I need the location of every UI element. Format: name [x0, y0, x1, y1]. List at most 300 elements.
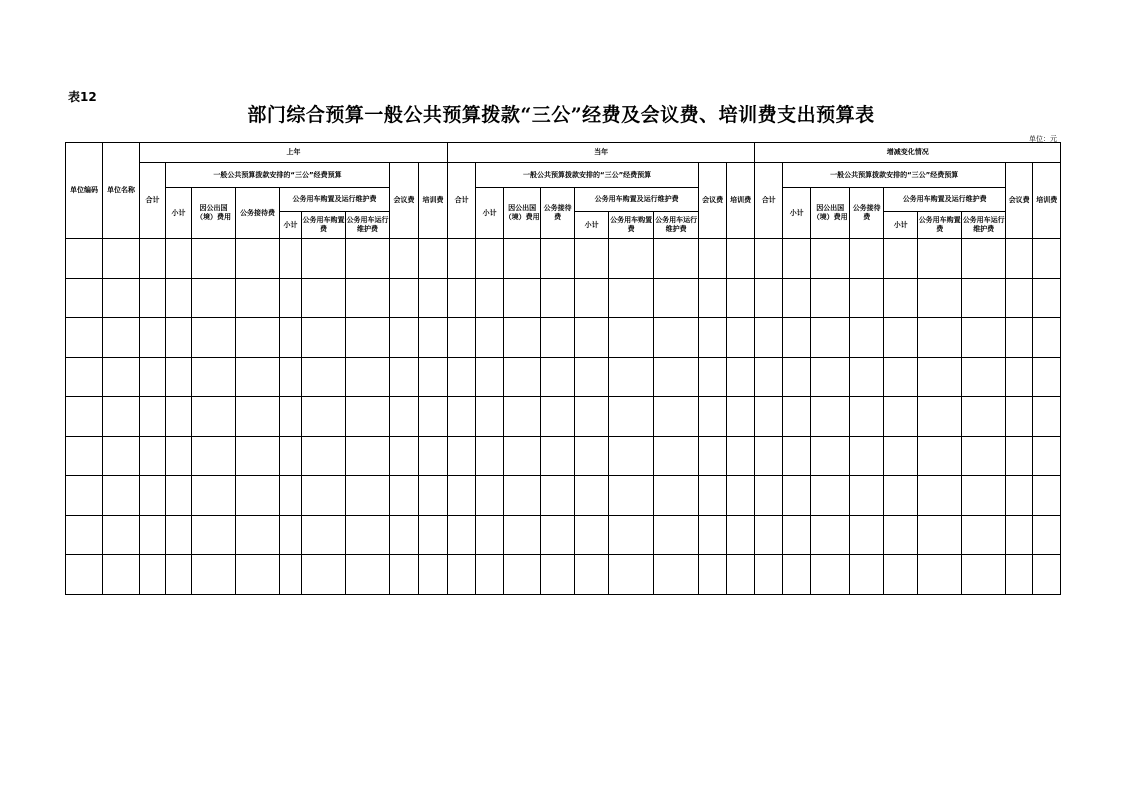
table-cell[interactable]	[236, 476, 280, 516]
table-cell[interactable]	[962, 476, 1006, 516]
table-cell[interactable]	[918, 476, 962, 516]
table-cell[interactable]	[575, 515, 609, 555]
header-meeting: 会议费	[1006, 163, 1033, 239]
table-cell[interactable]	[140, 278, 166, 318]
table-cell[interactable]	[192, 397, 236, 437]
table-row	[66, 397, 1061, 437]
table-cell[interactable]	[541, 318, 575, 358]
table-cell[interactable]	[192, 476, 236, 516]
table-cell[interactable]	[609, 515, 654, 555]
header-meeting: 会议费	[390, 163, 419, 239]
table-cell[interactable]	[166, 357, 192, 397]
table-cell[interactable]	[390, 436, 419, 476]
table-cell[interactable]	[166, 555, 192, 595]
table-cell[interactable]	[918, 555, 962, 595]
table-cell[interactable]	[1006, 357, 1033, 397]
table-cell[interactable]	[884, 397, 918, 437]
table-cell[interactable]	[727, 515, 755, 555]
table-cell[interactable]	[504, 476, 541, 516]
table-cell[interactable]	[504, 555, 541, 595]
table-cell[interactable]	[609, 239, 654, 279]
table-cell[interactable]	[783, 515, 811, 555]
table-cell[interactable]	[884, 318, 918, 358]
table-cell[interactable]	[140, 397, 166, 437]
table-cell[interactable]	[419, 515, 448, 555]
table-cell[interactable]	[1033, 278, 1061, 318]
table-cell[interactable]	[140, 239, 166, 279]
header-abroad: 因公出国（境）费用	[811, 188, 850, 239]
table-cell[interactable]	[727, 278, 755, 318]
header-vehicle-purchase: 公务用车购置费	[302, 212, 346, 239]
table-cell[interactable]	[541, 476, 575, 516]
table-cell[interactable]	[727, 357, 755, 397]
table-cell[interactable]	[654, 278, 699, 318]
table-cell[interactable]	[103, 318, 140, 358]
table-cell[interactable]	[962, 318, 1006, 358]
table-cell[interactable]	[476, 555, 504, 595]
table-cell[interactable]	[103, 436, 140, 476]
header-training: 培训费	[1033, 163, 1061, 239]
header-unit-name: 单位名称	[103, 143, 140, 239]
table-cell[interactable]	[476, 357, 504, 397]
table-cell[interactable]	[755, 397, 783, 437]
table-cell[interactable]	[783, 278, 811, 318]
table-cell[interactable]	[448, 515, 476, 555]
table-cell[interactable]	[192, 239, 236, 279]
table-cell[interactable]	[654, 239, 699, 279]
table-cell[interactable]	[654, 318, 699, 358]
table-cell[interactable]	[609, 318, 654, 358]
table-row	[66, 357, 1061, 397]
table-cell[interactable]	[609, 357, 654, 397]
table-cell[interactable]	[302, 357, 346, 397]
table-cell[interactable]	[918, 318, 962, 358]
table-cell[interactable]	[66, 318, 103, 358]
table-cell[interactable]	[280, 476, 302, 516]
table-cell[interactable]	[962, 239, 1006, 279]
table-cell[interactable]	[755, 239, 783, 279]
table-cell[interactable]	[390, 357, 419, 397]
table-cell[interactable]	[236, 278, 280, 318]
header-total: 合计	[755, 163, 783, 239]
table-cell[interactable]	[727, 436, 755, 476]
header-subtotal: 小计	[280, 212, 302, 239]
table-row	[66, 436, 1061, 476]
table-cell[interactable]	[699, 357, 727, 397]
table-cell[interactable]	[302, 318, 346, 358]
table-cell[interactable]	[699, 436, 727, 476]
header-sangong: 一般公共预算拨款安排的“三公”经费预算	[476, 163, 699, 188]
table-cell[interactable]	[166, 239, 192, 279]
budget-table	[65, 142, 1061, 595]
table-cell[interactable]	[302, 476, 346, 516]
table-cell[interactable]	[66, 357, 103, 397]
table-cell[interactable]	[419, 397, 448, 437]
table-cell[interactable]	[654, 436, 699, 476]
table-cell[interactable]	[103, 397, 140, 437]
table-cell[interactable]	[302, 515, 346, 555]
table-cell[interactable]	[346, 397, 390, 437]
table-cell[interactable]	[476, 239, 504, 279]
table-cell[interactable]	[783, 239, 811, 279]
table-cell[interactable]	[66, 397, 103, 437]
table-cell[interactable]	[1033, 555, 1061, 595]
table-cell[interactable]	[541, 278, 575, 318]
table-cell[interactable]	[140, 476, 166, 516]
table-cell[interactable]	[1033, 515, 1061, 555]
table-cell[interactable]	[192, 278, 236, 318]
table-cell[interactable]	[280, 397, 302, 437]
table-cell[interactable]	[390, 476, 419, 516]
table-cell[interactable]	[280, 318, 302, 358]
table-cell[interactable]	[884, 436, 918, 476]
table-cell[interactable]	[66, 239, 103, 279]
header-meeting: 会议费	[699, 163, 727, 239]
table-cell[interactable]	[609, 397, 654, 437]
table-cell[interactable]	[504, 278, 541, 318]
table-cell[interactable]	[727, 397, 755, 437]
table-cell[interactable]	[783, 357, 811, 397]
table-cell[interactable]	[811, 357, 850, 397]
table-cell[interactable]	[504, 239, 541, 279]
table-cell[interactable]	[811, 397, 850, 437]
table-cell[interactable]	[476, 515, 504, 555]
table-cell[interactable]	[654, 357, 699, 397]
table-cell[interactable]	[699, 476, 727, 516]
table-cell[interactable]	[783, 476, 811, 516]
table-cell[interactable]	[140, 318, 166, 358]
table-cell[interactable]	[727, 318, 755, 358]
table-cell[interactable]	[811, 436, 850, 476]
table-cell[interactable]	[1006, 555, 1033, 595]
table-cell[interactable]	[1033, 357, 1061, 397]
header-sangong: 一般公共预算拨款安排的“三公”经费预算	[783, 163, 1006, 188]
table-cell[interactable]	[811, 555, 850, 595]
table-cell[interactable]	[448, 239, 476, 279]
table-cell[interactable]	[575, 278, 609, 318]
table-cell[interactable]	[850, 278, 884, 318]
table-cell[interactable]	[1006, 515, 1033, 555]
table-cell[interactable]	[727, 239, 755, 279]
table-cell[interactable]	[346, 278, 390, 318]
header-reception: 公务接待费	[850, 188, 884, 239]
table-cell[interactable]	[280, 515, 302, 555]
header-vehicle-operation: 公务用车运行维护费	[346, 212, 390, 239]
table-body	[66, 239, 1061, 595]
table-cell[interactable]	[884, 515, 918, 555]
header-training: 培训费	[727, 163, 755, 239]
header-group-current-year: 当年	[448, 143, 755, 163]
header-vehicle-operation: 公务用车运行维护费	[654, 212, 699, 239]
table-cell[interactable]	[575, 318, 609, 358]
table-cell[interactable]	[504, 318, 541, 358]
table-cell[interactable]	[755, 476, 783, 516]
table-cell[interactable]	[962, 357, 1006, 397]
table-cell[interactable]	[575, 397, 609, 437]
table-cell[interactable]	[1033, 436, 1061, 476]
table-cell[interactable]	[236, 397, 280, 437]
table-cell[interactable]	[66, 555, 103, 595]
table-cell[interactable]	[1033, 397, 1061, 437]
table-cell[interactable]	[699, 278, 727, 318]
table-cell[interactable]	[66, 515, 103, 555]
table-cell[interactable]	[166, 436, 192, 476]
page-title: 部门综合预算一般公共预算拨款“三公”经费及会议费、培训费支出预算表	[247, 104, 875, 126]
header-vehicle: 公务用车购置及运行维护费	[575, 188, 699, 212]
table-cell[interactable]	[448, 555, 476, 595]
table-cell[interactable]	[755, 318, 783, 358]
table-cell[interactable]	[302, 397, 346, 437]
table-cell[interactable]	[419, 436, 448, 476]
table-cell[interactable]	[884, 278, 918, 318]
table-cell[interactable]	[346, 239, 390, 279]
table-cell[interactable]	[850, 318, 884, 358]
table-cell[interactable]	[727, 555, 755, 595]
table-cell[interactable]	[448, 436, 476, 476]
table-cell[interactable]	[346, 318, 390, 358]
table-cell[interactable]	[166, 515, 192, 555]
table-cell[interactable]	[66, 278, 103, 318]
header-reception: 公务接待费	[541, 188, 575, 239]
table-cell[interactable]	[140, 555, 166, 595]
table-cell[interactable]	[280, 239, 302, 279]
table-cell[interactable]	[448, 476, 476, 516]
table-cell[interactable]	[1006, 318, 1033, 358]
table-cell[interactable]	[575, 357, 609, 397]
table-cell[interactable]	[140, 515, 166, 555]
table-cell[interactable]	[541, 397, 575, 437]
table-cell[interactable]	[850, 357, 884, 397]
table-number: 表12	[68, 90, 97, 104]
header-group-last-year: 上年	[140, 143, 448, 163]
table-cell[interactable]	[504, 515, 541, 555]
table-cell[interactable]	[699, 515, 727, 555]
table-cell[interactable]	[302, 239, 346, 279]
table-cell[interactable]	[699, 239, 727, 279]
header-vehicle-purchase: 公务用车购置费	[918, 212, 962, 239]
table-cell[interactable]	[575, 436, 609, 476]
table-cell[interactable]	[609, 555, 654, 595]
table-cell[interactable]	[280, 278, 302, 318]
table-cell[interactable]	[918, 278, 962, 318]
table-cell[interactable]	[504, 357, 541, 397]
table-cell[interactable]	[575, 476, 609, 516]
table-cell[interactable]	[192, 515, 236, 555]
table-cell[interactable]	[419, 357, 448, 397]
table-cell[interactable]	[346, 515, 390, 555]
table-cell[interactable]	[302, 436, 346, 476]
table-cell[interactable]	[476, 436, 504, 476]
table-cell[interactable]	[575, 239, 609, 279]
table-cell[interactable]	[346, 555, 390, 595]
table-cell[interactable]	[346, 476, 390, 516]
table-cell[interactable]	[166, 476, 192, 516]
table-cell[interactable]	[448, 397, 476, 437]
table-cell[interactable]	[1006, 476, 1033, 516]
table-cell[interactable]	[476, 278, 504, 318]
table-cell[interactable]	[609, 436, 654, 476]
table-cell[interactable]	[541, 555, 575, 595]
table-cell[interactable]	[918, 397, 962, 437]
table-cell[interactable]	[918, 515, 962, 555]
table-cell[interactable]	[541, 515, 575, 555]
table-cell[interactable]	[166, 397, 192, 437]
table-cell[interactable]	[918, 357, 962, 397]
header-total: 合计	[140, 163, 166, 239]
table-cell[interactable]	[346, 436, 390, 476]
header-group-change: 增减变化情况	[755, 143, 1061, 163]
table-cell[interactable]	[755, 515, 783, 555]
table-cell[interactable]	[850, 436, 884, 476]
table-cell[interactable]	[755, 278, 783, 318]
table-cell[interactable]	[280, 555, 302, 595]
table-cell[interactable]	[419, 318, 448, 358]
table-cell[interactable]	[236, 436, 280, 476]
header-abroad: 因公出国（境）费用	[504, 188, 541, 239]
table-cell[interactable]	[850, 555, 884, 595]
table-cell[interactable]	[884, 555, 918, 595]
table-cell[interactable]	[1033, 318, 1061, 358]
table-cell[interactable]	[390, 555, 419, 595]
table-cell[interactable]	[1006, 397, 1033, 437]
table-cell[interactable]	[448, 278, 476, 318]
table-cell[interactable]	[504, 436, 541, 476]
table-cell[interactable]	[962, 278, 1006, 318]
table-cell[interactable]	[419, 239, 448, 279]
table-cell[interactable]	[103, 515, 140, 555]
table-cell[interactable]	[783, 397, 811, 437]
table-cell[interactable]	[811, 476, 850, 516]
table-cell[interactable]	[448, 357, 476, 397]
table-cell[interactable]	[962, 555, 1006, 595]
table-cell[interactable]	[504, 397, 541, 437]
table-cell[interactable]	[390, 397, 419, 437]
table-cell[interactable]	[654, 555, 699, 595]
header-training: 培训费	[419, 163, 448, 239]
table-cell[interactable]	[166, 318, 192, 358]
table-cell[interactable]	[654, 515, 699, 555]
table-cell[interactable]	[236, 239, 280, 279]
table-cell[interactable]	[541, 436, 575, 476]
table-cell[interactable]	[918, 239, 962, 279]
table-cell[interactable]	[419, 476, 448, 516]
table-cell[interactable]	[918, 436, 962, 476]
table-row	[66, 239, 1061, 279]
table-cell[interactable]	[476, 476, 504, 516]
header-vehicle-operation: 公务用车运行维护费	[962, 212, 1006, 239]
table-cell[interactable]	[140, 436, 166, 476]
table-cell[interactable]	[419, 555, 448, 595]
table-cell[interactable]	[390, 239, 419, 279]
table-cell[interactable]	[884, 239, 918, 279]
table-cell[interactable]	[575, 555, 609, 595]
table-cell[interactable]	[727, 476, 755, 516]
table-cell[interactable]	[390, 318, 419, 358]
table-cell[interactable]	[811, 278, 850, 318]
table-cell[interactable]	[1006, 278, 1033, 318]
table-cell[interactable]	[609, 278, 654, 318]
table-cell[interactable]	[390, 278, 419, 318]
table-cell[interactable]	[755, 357, 783, 397]
header-subtotal: 小计	[884, 212, 918, 239]
table-cell[interactable]	[476, 397, 504, 437]
table-cell[interactable]	[699, 555, 727, 595]
table-cell[interactable]	[884, 476, 918, 516]
table-cell[interactable]	[103, 278, 140, 318]
table-cell[interactable]	[302, 555, 346, 595]
table-cell[interactable]	[103, 239, 140, 279]
table-cell[interactable]	[1006, 436, 1033, 476]
table-cell[interactable]	[1006, 239, 1033, 279]
table-cell[interactable]	[476, 318, 504, 358]
table-cell[interactable]	[302, 278, 346, 318]
table-cell[interactable]	[103, 357, 140, 397]
table-cell[interactable]	[192, 555, 236, 595]
table-cell[interactable]	[850, 515, 884, 555]
table-cell[interactable]	[962, 515, 1006, 555]
table-cell[interactable]	[236, 555, 280, 595]
table-cell[interactable]	[850, 397, 884, 437]
table-cell[interactable]	[541, 357, 575, 397]
header-vehicle: 公务用车购置及运行维护费	[884, 188, 1006, 212]
table-cell[interactable]	[140, 357, 166, 397]
table-cell[interactable]	[236, 318, 280, 358]
table-cell[interactable]	[280, 436, 302, 476]
table-cell[interactable]	[346, 357, 390, 397]
table-cell[interactable]	[280, 357, 302, 397]
table-cell[interactable]	[609, 476, 654, 516]
table-cell[interactable]	[811, 318, 850, 358]
table-cell[interactable]	[390, 515, 419, 555]
table-cell[interactable]	[66, 436, 103, 476]
table-cell[interactable]	[699, 397, 727, 437]
table-cell[interactable]	[850, 239, 884, 279]
table-cell[interactable]	[755, 555, 783, 595]
table-cell[interactable]	[236, 515, 280, 555]
table-cell[interactable]	[755, 436, 783, 476]
table-cell[interactable]	[962, 436, 1006, 476]
table-cell[interactable]	[103, 555, 140, 595]
table-cell[interactable]	[783, 318, 811, 358]
table-cell[interactable]	[103, 476, 140, 516]
table-cell[interactable]	[541, 239, 575, 279]
table-cell[interactable]	[1033, 239, 1061, 279]
table-cell[interactable]	[699, 318, 727, 358]
table-cell[interactable]	[1033, 476, 1061, 516]
table-cell[interactable]	[192, 357, 236, 397]
header-sangong: 一般公共预算拨款安排的“三公”经费预算	[166, 163, 390, 188]
header-subtotal: 小计	[476, 188, 504, 239]
table-row	[66, 555, 1061, 595]
table-cell[interactable]	[654, 397, 699, 437]
header-subtotal: 小计	[783, 188, 811, 239]
table-cell[interactable]	[419, 278, 448, 318]
table-cell[interactable]	[783, 436, 811, 476]
table-cell[interactable]	[962, 397, 1006, 437]
table-cell[interactable]	[811, 239, 850, 279]
table-cell[interactable]	[783, 555, 811, 595]
table-cell[interactable]	[192, 318, 236, 358]
table-cell[interactable]	[166, 278, 192, 318]
table-cell[interactable]	[654, 476, 699, 516]
table-cell[interactable]	[448, 318, 476, 358]
table-cell[interactable]	[811, 515, 850, 555]
table-cell[interactable]	[850, 476, 884, 516]
table-cell[interactable]	[884, 357, 918, 397]
table-cell[interactable]	[192, 436, 236, 476]
table-cell[interactable]	[236, 357, 280, 397]
table-cell[interactable]	[66, 476, 103, 516]
